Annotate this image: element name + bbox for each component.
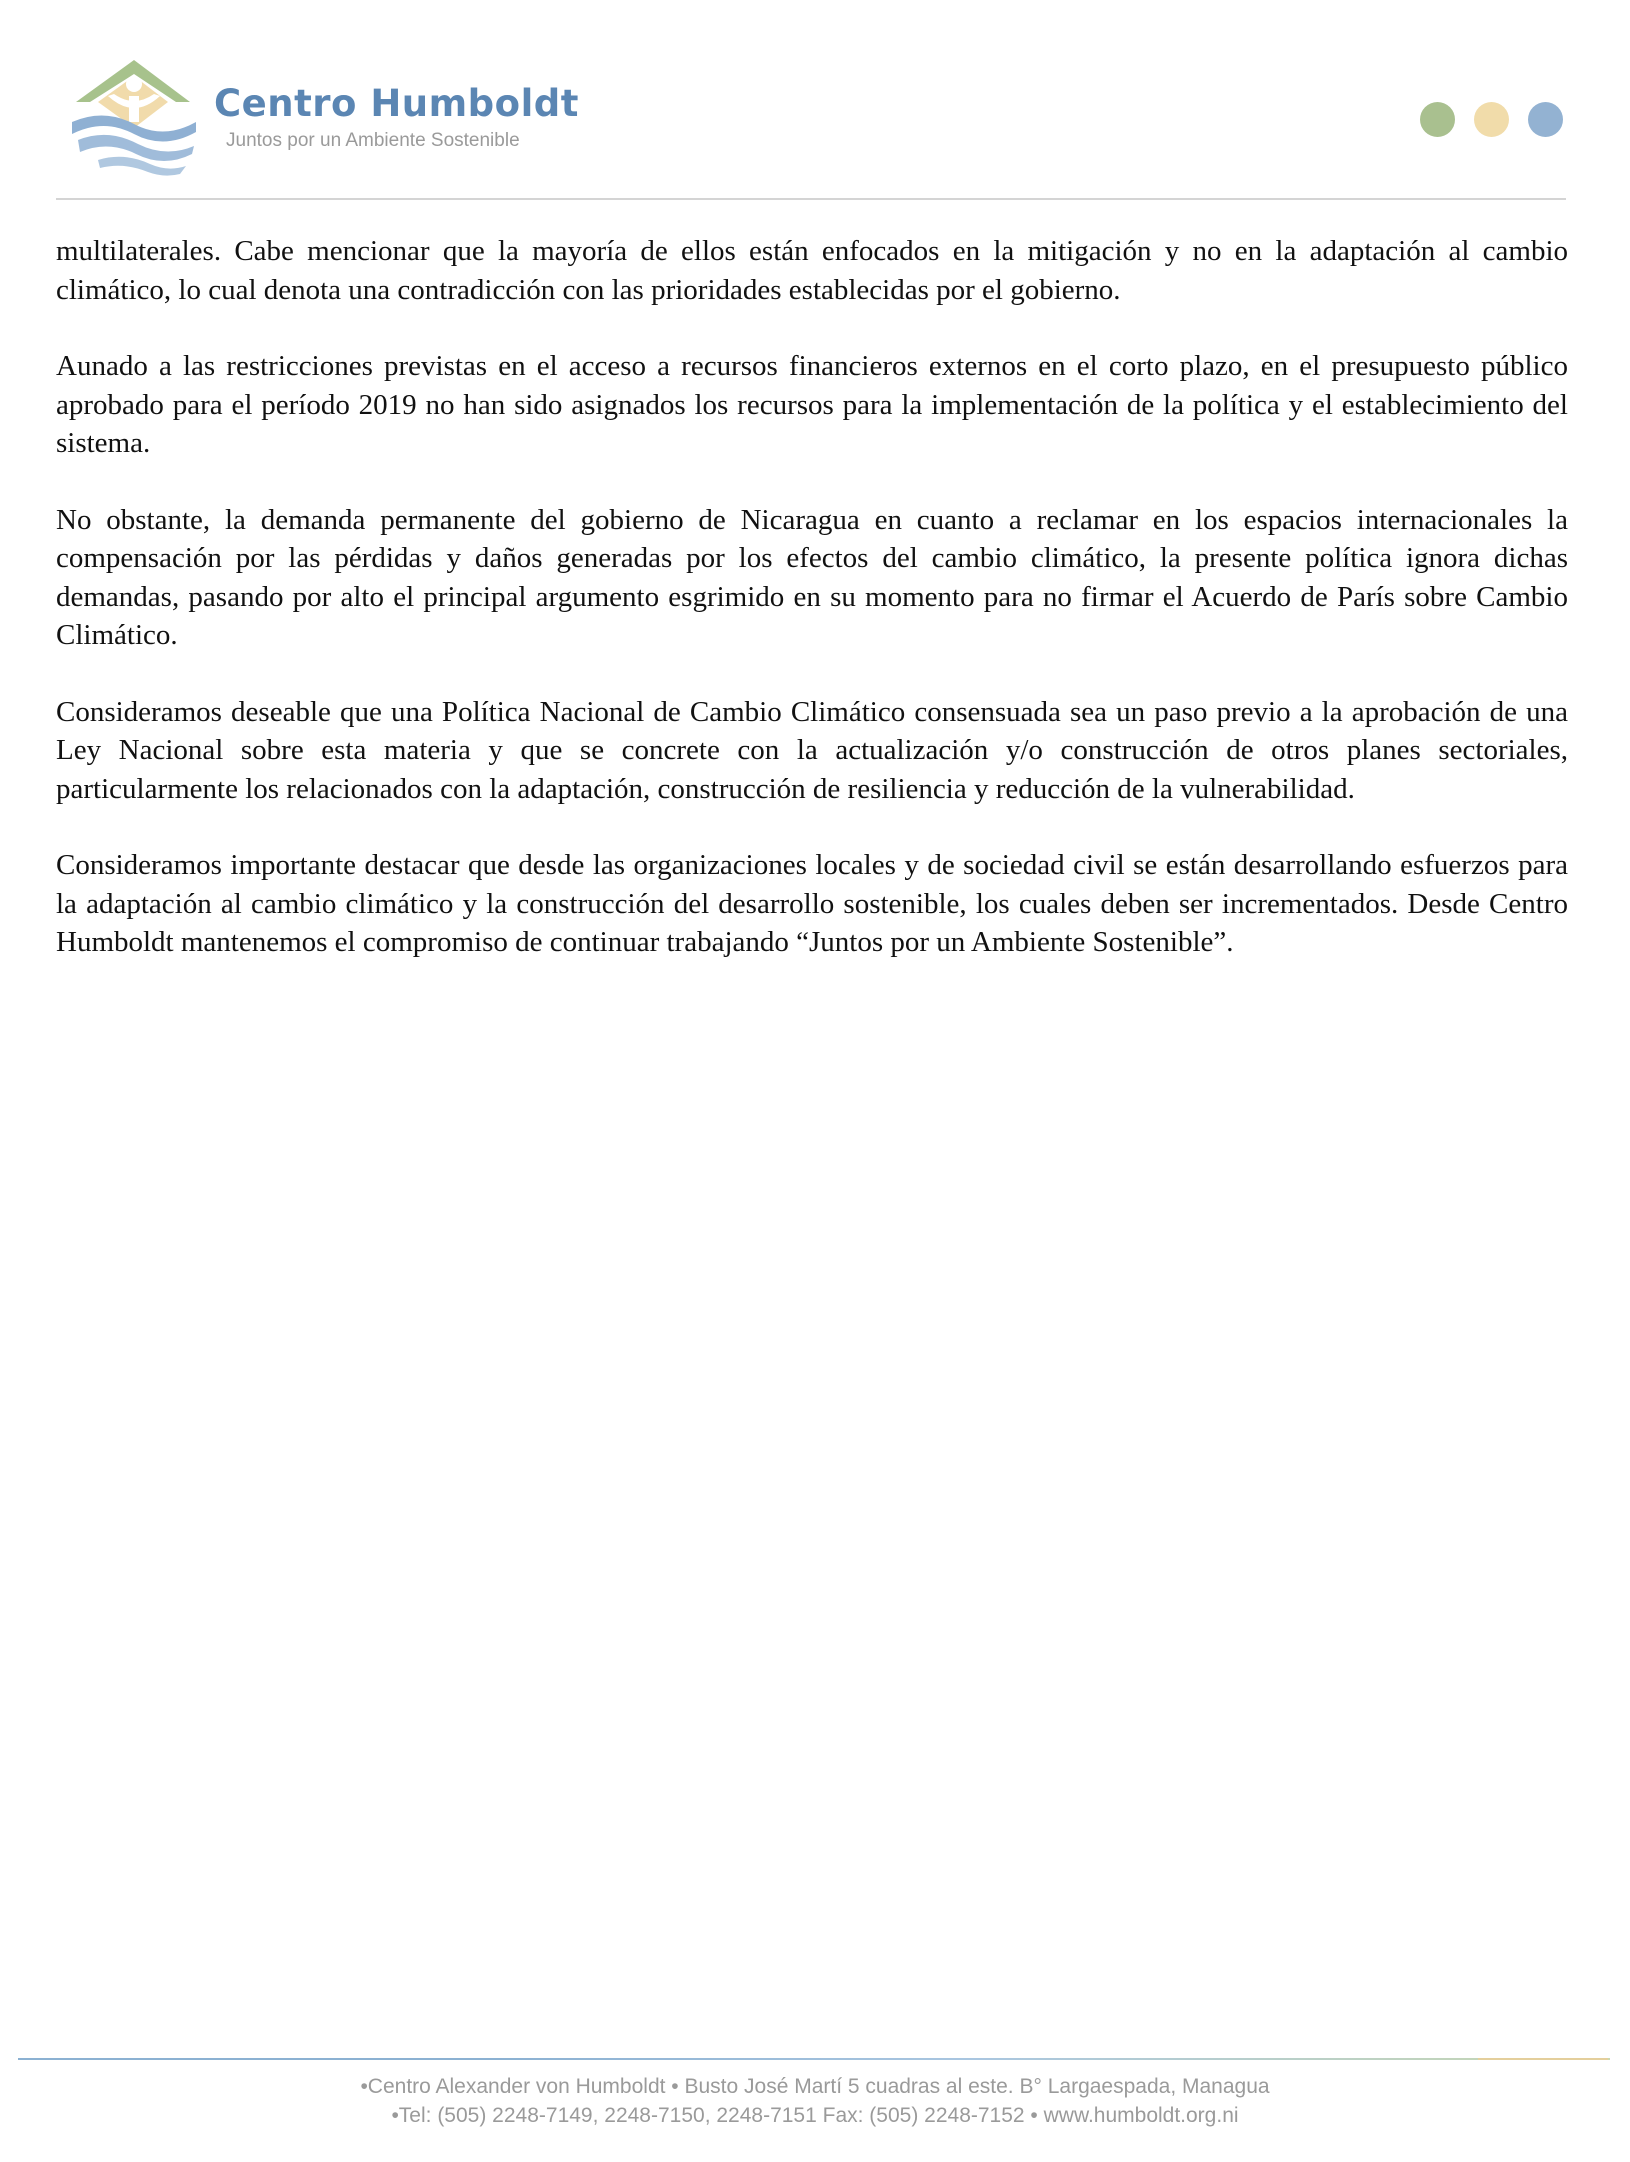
decorative-dots bbox=[1420, 102, 1570, 138]
body-paragraph: Consideramos importante destacar que desde las organizaciones locales y de sociedad civil se están desarrollando esfuerzos para la adaptación al cambio climático y la construcción del desarrollo sostenible, los cuales deben ser incrementados. Desde Centro Humboldt mantenemos el compromiso de continuar trabajando “Juntos por un Ambiente Sostenible”. bbox=[56, 849, 1568, 958]
document-body bbox=[56, 232, 1568, 1000]
logo-figure-body bbox=[129, 96, 139, 122]
organization-tagline: Juntos por un Ambiente Sostenible bbox=[226, 130, 520, 151]
organization-name: Centro Humboldt bbox=[214, 82, 579, 125]
page-footer bbox=[0, 2072, 1630, 2130]
blue-dot-icon bbox=[1528, 102, 1563, 137]
footer-divider-accent bbox=[1478, 2058, 1608, 2060]
centro-humboldt-logo-icon bbox=[68, 56, 208, 178]
yellow-dot-icon bbox=[1474, 102, 1509, 137]
logo-figure-head bbox=[126, 76, 142, 92]
page-header bbox=[0, 0, 1630, 200]
footer-address: •Centro Alexander von Humboldt • Busto José Martí 5 cuadras al este. B° Largaespada, Managua bbox=[360, 2075, 1270, 2098]
footer-divider bbox=[18, 2058, 1610, 2060]
body-paragraph: Aunado a las restricciones previstas en el acceso a recursos financieros externos en el corto plazo, en el presupuesto público aprobado para el período 2019 no han sido asignados los recursos para la implementación de la política y el establecimiento del sistema. bbox=[56, 350, 1568, 459]
body-paragraph: Consideramos deseable que una Política Nacional de Cambio Climático consensuada sea un paso previo a la aprobación de una Ley Nacional sobre esta materia y que se concrete con la actualización y/o construcción de otros planes sectoriales, particularmente los relacionados con la adaptación, construcción de resiliencia y reducción de la vulnerabilidad. bbox=[56, 695, 1568, 805]
footer-contact: •Tel: (505) 2248-7149, 2248-7150, 2248-7151 Fax: (505) 2248-7152 • www.humboldt.org.ni bbox=[391, 2104, 1239, 2127]
green-dot-icon bbox=[1420, 102, 1455, 137]
body-paragraph: multilaterales. Cabe mencionar que la mayoría de ellos están enfocados en la mitigación y no en la adaptación al cambio climático, lo cual denota una contradicción con las prioridades establecidas por el gobierno. bbox=[56, 235, 1568, 306]
header-divider bbox=[56, 198, 1566, 200]
body-paragraph: No obstante, la demanda permanente del gobierno de Nicaragua en cuanto a reclamar en los espacios internacionales la compensación por las pérdidas y daños generadas por los efectos del cambio climático, la presente política ignora dichas demandas, pasando por alto el principal argumento esgrimido en su momento para no firmar el Acuerdo de París sobre Cambio Climático. bbox=[56, 503, 1568, 651]
